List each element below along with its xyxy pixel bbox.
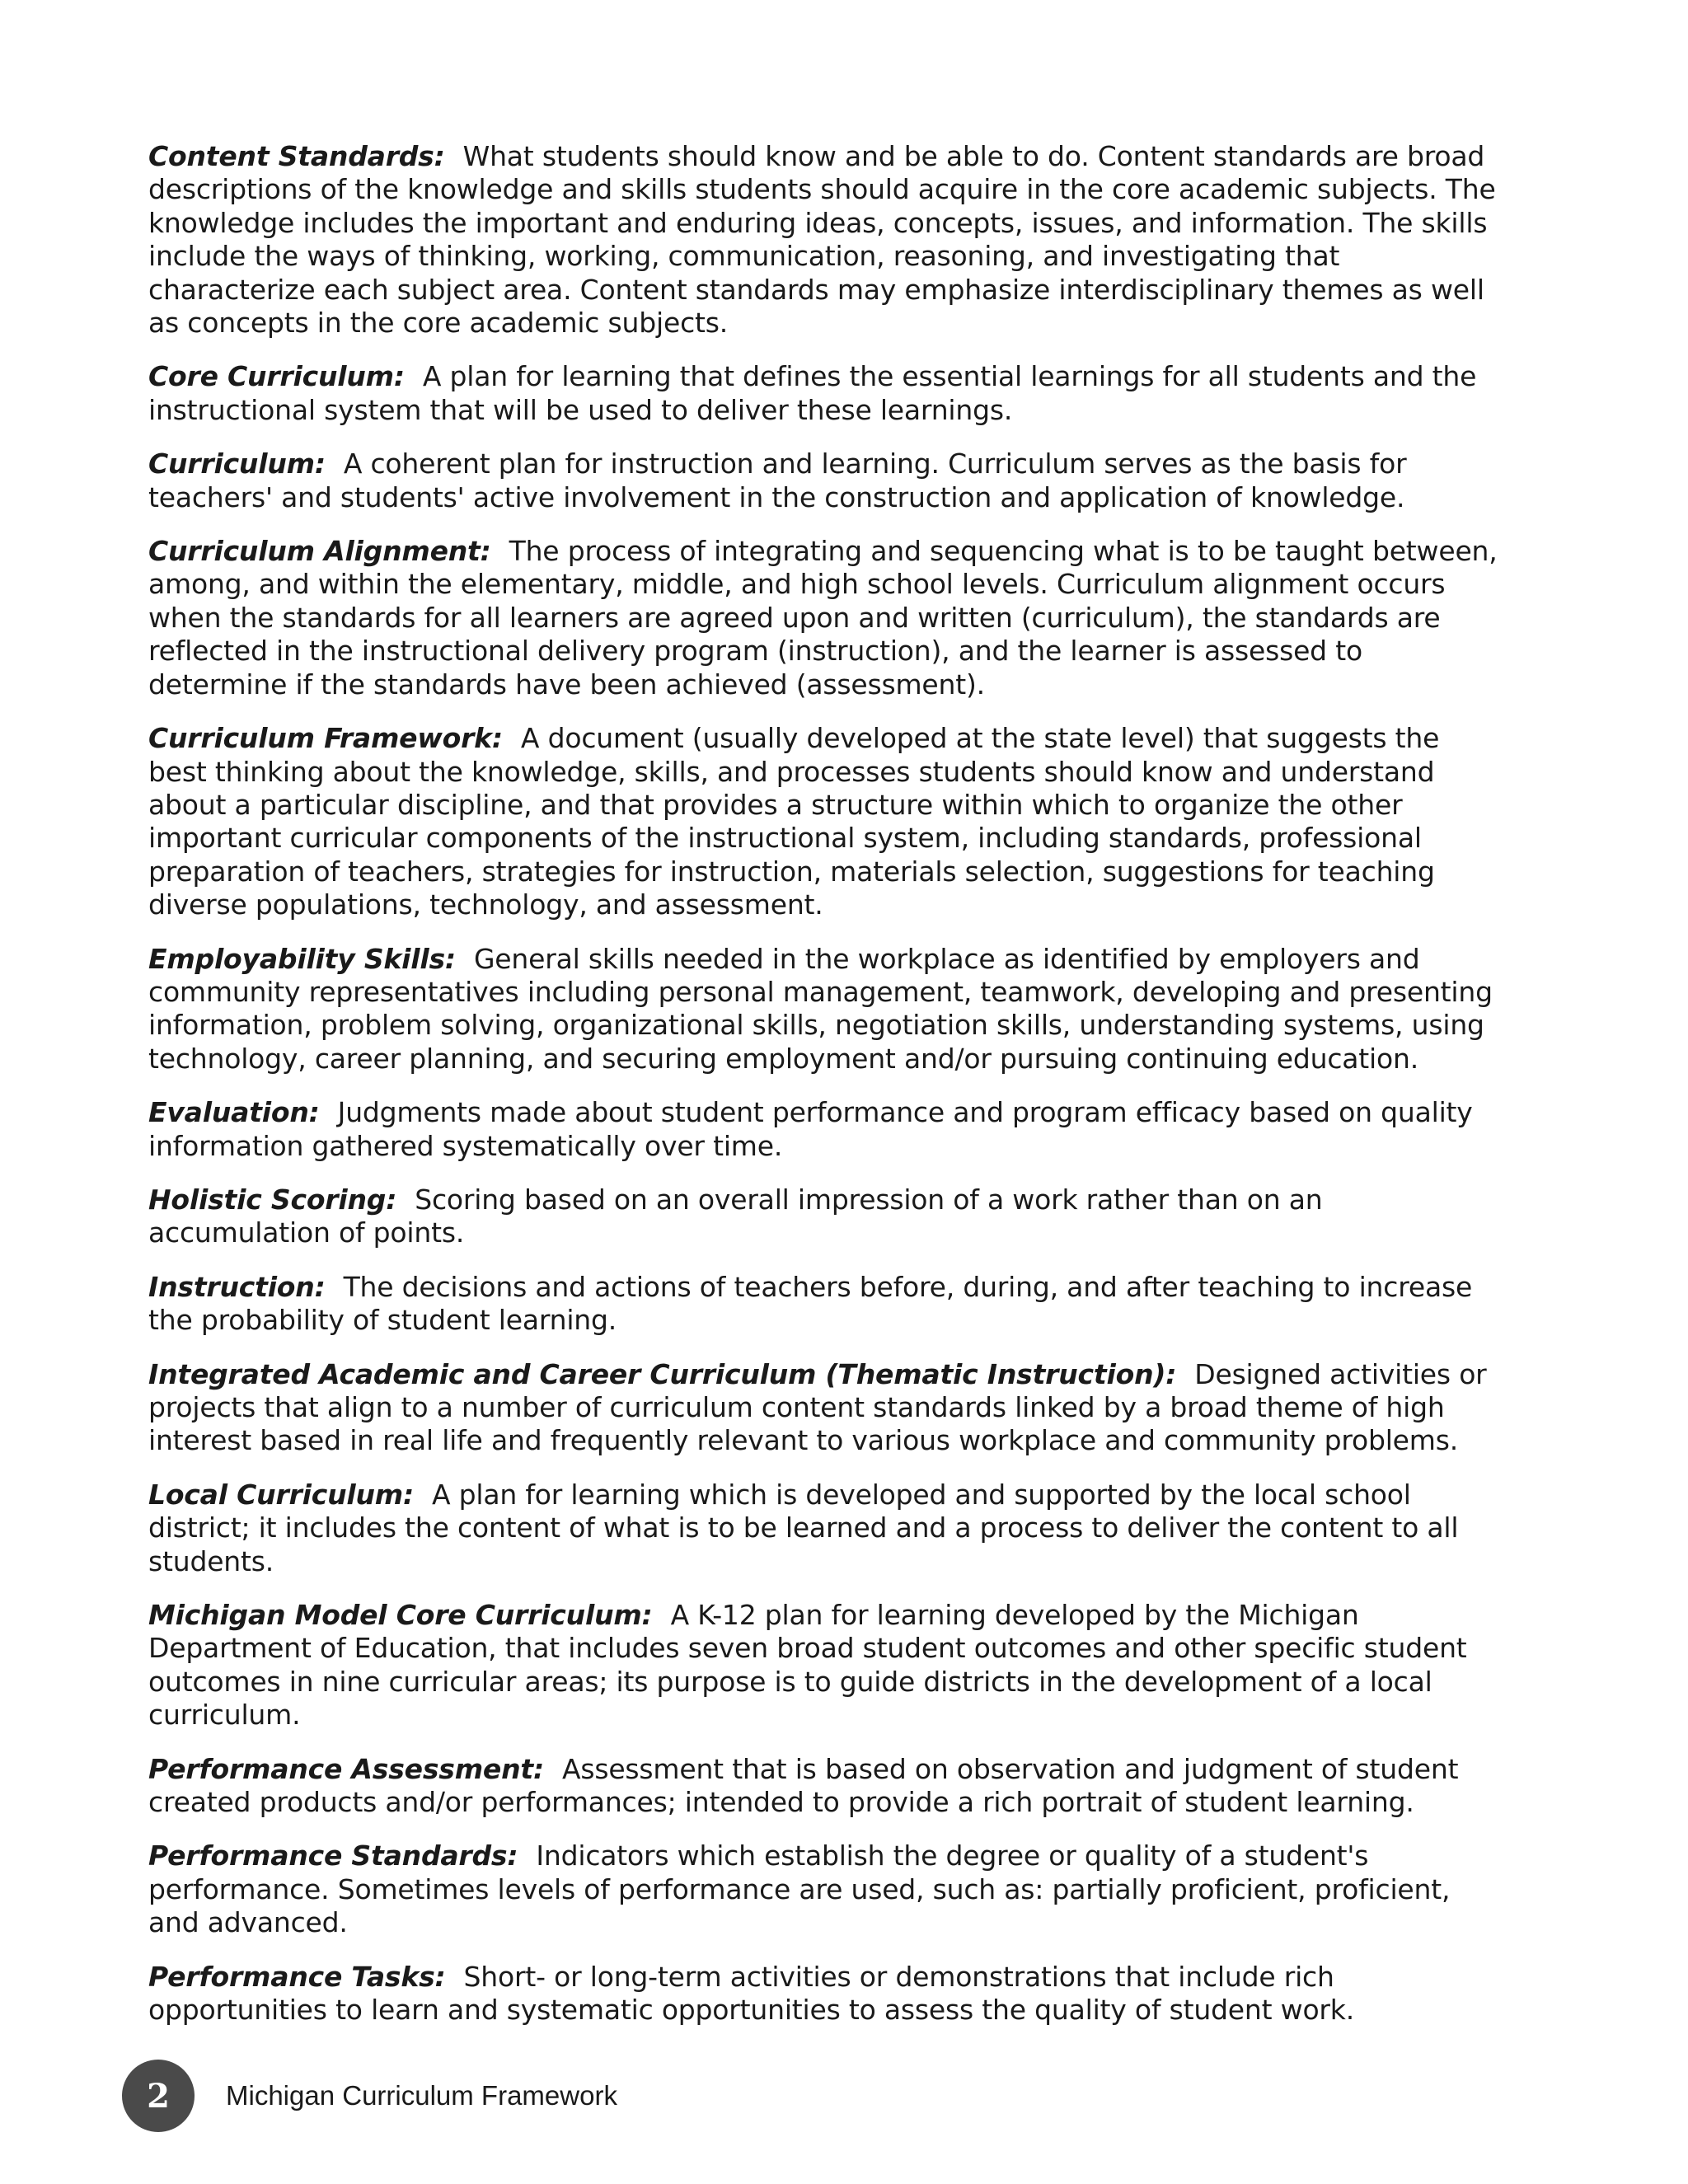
glossary-entry-curriculum-framework bbox=[148, 722, 1500, 921]
glossary-entry-performance-standards bbox=[148, 1840, 1500, 1939]
glossary-definition: Designed activities or projects that align to a number of curriculum content standards linked by a broad theme of high interest based in real life and frequently relevant to various workplace and community problems. bbox=[148, 1357, 1487, 1457]
glossary-term: Performance Tasks: bbox=[148, 1960, 446, 1993]
glossary-term: Core Curriculum: bbox=[148, 360, 405, 393]
glossary-term: Curriculum: bbox=[148, 448, 326, 480]
glossary-definition: A document (usually developed at the state level) that suggests the best thinking about the knowledge, skills, and processes students should know and understand about a particular discipline, and that provides a structure within which to organize the other important curricular components of the instructional system, including standards, professional preparation of teachers, strategies for instruction, materials selection, suggestions for teaching diverse populations, technology, and assessment. bbox=[148, 722, 1440, 921]
glossary bbox=[148, 140, 1500, 2048]
glossary-entry-holistic-scoring bbox=[148, 1183, 1500, 1250]
glossary-definition: The process of integrating and sequencing what is to be taught between, among, and within the elementary, middle, and high school levels. Curriculum alignment occurs when the standards for all learners are agreed upon and written (curriculum), the standards are reflected in the instructional delivery program (instruction), and the learner is assessed to determine if the standards have been achieved (assessment). bbox=[148, 535, 1498, 701]
glossary-term: Evaluation: bbox=[148, 1096, 320, 1129]
glossary-definition: A K-12 plan for learning developed by the Michigan Department of Education, that includes seven broad student outcomes and other specific student outcomes in nine curricular areas; its purpose is to guide districts in the development of a local curriculum. bbox=[148, 1599, 1467, 1732]
page-number-badge: 2 bbox=[122, 2060, 195, 2132]
glossary-term: Integrated Academic and Career Curriculum (Thematic Instruction): bbox=[148, 1357, 1177, 1390]
glossary-definition: Scoring based on an overall impression of a work rather than on an accumulation of points. bbox=[148, 1183, 1323, 1249]
glossary-term: Employability Skills: bbox=[148, 942, 456, 975]
glossary-term: Curriculum Framework: bbox=[148, 722, 503, 755]
glossary-entry-integrated-academic-career-curriculum bbox=[148, 1358, 1500, 1458]
glossary-definition: General skills needed in the workplace as identified by employers and community representatives including personal management, teamwork, developing and presenting information, problem solving, organizational skills, negotiation skills, understanding systems, using technology, career planning, and securing employment and/or pursuing continuing education. bbox=[148, 942, 1493, 1075]
glossary-term: Content Standards: bbox=[148, 140, 445, 172]
glossary-term: Local Curriculum: bbox=[148, 1478, 414, 1511]
glossary-entry-performance-assessment bbox=[148, 1753, 1500, 1820]
glossary-entry-curriculum-alignment bbox=[148, 535, 1500, 701]
glossary-entry-curriculum bbox=[148, 448, 1500, 514]
glossary-definition: Judgments made about student performance and program efficacy based on quality information gathered systematically over time. bbox=[148, 1096, 1473, 1162]
glossary-definition: A plan for learning that defines the essential learnings for all students and the instructional system that will be used to deliver these learnings. bbox=[148, 360, 1477, 426]
page-footer bbox=[122, 2059, 617, 2133]
glossary-term: Curriculum Alignment: bbox=[148, 535, 491, 568]
glossary-entry-core-curriculum bbox=[148, 360, 1500, 427]
glossary-entry-content-standards bbox=[148, 140, 1500, 340]
glossary-term: Performance Standards: bbox=[148, 1840, 518, 1872]
glossary-definition: A coherent plan for instruction and learning. Curriculum serves as the basis for teachers' and students' active involvement in the construction and application of knowledge. bbox=[148, 448, 1407, 513]
glossary-definition: Assessment that is based on observation and judgment of student created products and/or performances; intended to provide a rich portrait of student learning. bbox=[148, 1752, 1459, 1819]
glossary-term: Michigan Model Core Curriculum: bbox=[148, 1599, 653, 1632]
glossary-definition: Indicators which establish the degree or quality of a student's performance. Sometimes levels of performance are used, such as: partially proficient, proficient, and advanced. bbox=[148, 1840, 1451, 1939]
glossary-entry-michigan-model-core-curriculum bbox=[148, 1599, 1500, 1732]
glossary-definition: The decisions and actions of teachers before, during, and after teaching to increase the probability of student learning. bbox=[148, 1270, 1473, 1337]
glossary-term: Performance Assessment: bbox=[148, 1752, 544, 1785]
glossary-entry-instruction bbox=[148, 1271, 1500, 1338]
glossary-entry-evaluation bbox=[148, 1096, 1500, 1163]
glossary-definition: A plan for learning which is developed and supported by the local school district; it includes the content of what is to be learned and a process to deliver the content to all students. bbox=[148, 1478, 1459, 1577]
glossary-definition: Short- or long-term activities or demonstrations that include rich opportunities to learn and systematic opportunities to assess the quality of student work. bbox=[148, 1960, 1355, 2027]
glossary-term: Instruction: bbox=[148, 1270, 326, 1303]
glossary-definition: What students should know and be able to do. Content standards are broad descriptions of the knowledge and skills students should acquire in the core academic subjects. The knowledge includes the important and enduring ideas, concepts, issues, and information. The skills include the ways of thinking, working, communication, reasoning, and investigating that characterize each subject area. Content standards may emphasize interdisciplinary themes as well as concepts in the core academic subjects. bbox=[148, 140, 1496, 340]
glossary-entry-employability-skills bbox=[148, 943, 1500, 1076]
glossary-entry-performance-tasks bbox=[148, 1961, 1500, 2027]
glossary-entry-local-curriculum bbox=[148, 1479, 1500, 1578]
glossary-term: Holistic Scoring: bbox=[148, 1183, 397, 1216]
footer-title: Michigan Curriculum Framework bbox=[226, 2080, 617, 2111]
